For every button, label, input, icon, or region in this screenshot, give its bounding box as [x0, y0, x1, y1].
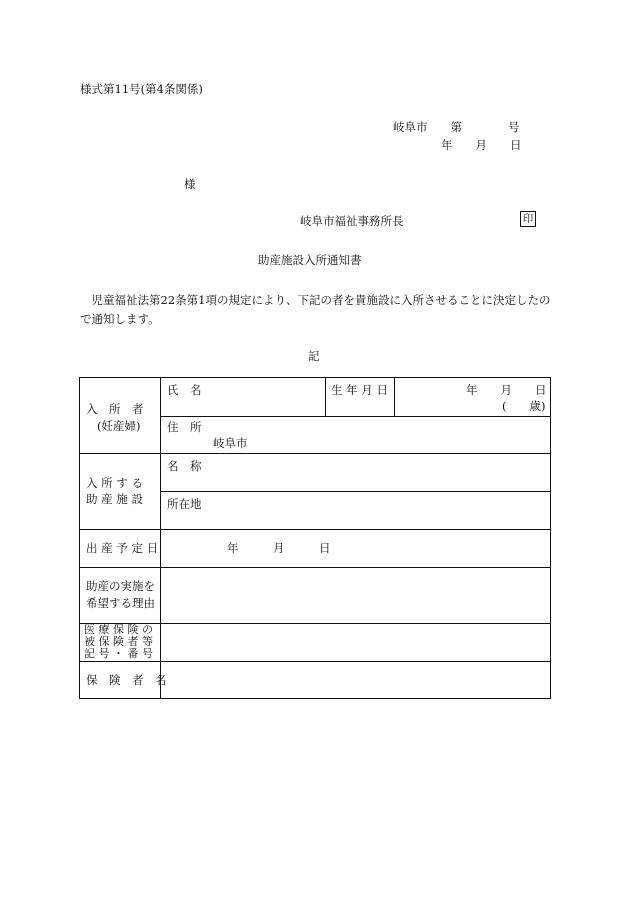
table-line-facility — [160, 491, 550, 492]
name-label: 氏 名 — [167, 383, 202, 397]
address-label: 住 所 — [167, 420, 202, 434]
insurance-label-line1: 医 療 保 険 の — [84, 623, 153, 636]
table-line-name-address — [160, 416, 550, 417]
table-divider-vertical — [160, 378, 161, 698]
age-value: ( 歳) — [502, 399, 546, 413]
form-table — [79, 377, 551, 699]
seal-stamp: 印 — [520, 211, 536, 227]
table-divider-birth-label — [325, 378, 326, 416]
birth-label: 生 年 月 日 — [331, 383, 388, 397]
insurance-label-line2: 被 保 険 者 等 — [84, 635, 153, 648]
document-title: 助産施設入所通知書 — [258, 253, 362, 267]
date-line: 年 月 日 — [441, 138, 522, 152]
insurer-label: 保 険 者 名 — [86, 673, 167, 687]
addressee-suffix: 様 — [184, 177, 196, 191]
table-divider-birth-value — [394, 378, 395, 416]
table-line-row2 — [80, 529, 550, 530]
due-date-value: 年 月 日 — [227, 541, 331, 555]
body-text-line1: 児童福祉法第22条第1項の規定により、下記の者を貴施設に入所させることに決定したの — [80, 293, 551, 307]
facility-name-label: 名 称 — [167, 459, 202, 473]
form-number: 様式第11号(第4条関係) — [80, 82, 203, 96]
ki-heading: 記 — [308, 349, 320, 363]
facility-label-line1: 入 所 す る — [86, 476, 143, 490]
facility-label-line2: 助 産 施 設 — [86, 492, 143, 506]
resident-label: 入 所 者 — [86, 402, 144, 416]
facility-location-label: 所在地 — [167, 497, 202, 511]
body-text-line2: で通知します。 — [80, 312, 160, 326]
due-date-label: 出 産 予 定 日 — [86, 541, 159, 555]
issuer-name: 岐阜市福祉事務所長 — [300, 214, 404, 228]
address-value: 岐阜市 — [213, 436, 248, 450]
insurance-label-line3: 記 号 ・ 番 号 — [84, 647, 153, 660]
city-number-line: 岐阜市 第 号 — [393, 120, 520, 134]
table-line-row1 — [80, 453, 550, 454]
table-line-row5 — [80, 661, 550, 662]
resident-sublabel: (妊産婦) — [97, 419, 141, 433]
table-line-row3 — [80, 567, 550, 568]
reason-label-line2: 希望する理由 — [86, 596, 155, 610]
reason-label-line1: 助産の実施を — [86, 579, 155, 593]
birth-value: 年 月 日 — [466, 383, 547, 397]
